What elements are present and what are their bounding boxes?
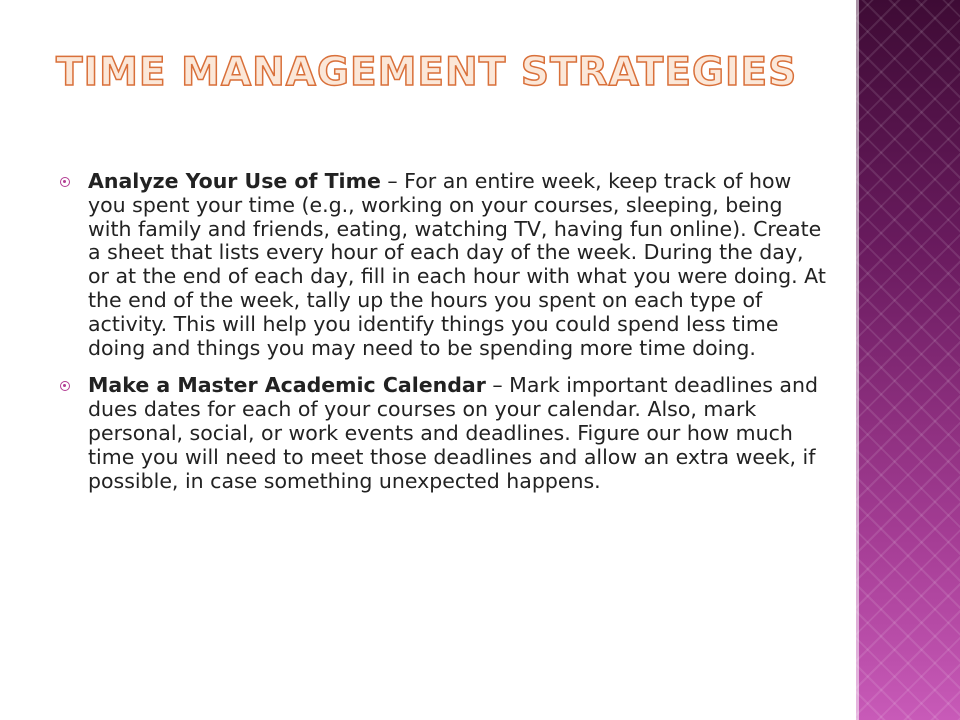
bullet-item-analyze-time bbox=[60, 170, 830, 360]
bullet-term: Make a Master Academic Calendar bbox=[88, 373, 486, 398]
bullet-circle-icon bbox=[60, 381, 70, 391]
bullet-text: For an entire week, keep track of how you spent your time (e.g., working on your courses, sleeping, being with family and friends, eating, watching TV, having fun online). Create a sheet that lists every hour of each day of the week. During the day, or at the end of each day, fill in each hour with what you were doing. At the end of the week, tally up the hours you spent on each type of activity. This will help you identify things you could spend less time doing and things you may need to be spending more time doing. bbox=[88, 169, 826, 360]
bullet-text: Mark important deadlines and dues dates for each of your courses on your calendar. Also, mark personal, social, or work events and deadlines. Figure our how much time you will need to meet those deadlines and allow an extra week, if possible, in case something unexpected happens. bbox=[88, 373, 818, 493]
bullet-separator: – bbox=[380, 169, 405, 193]
bullet-circle-icon bbox=[60, 177, 70, 187]
bullet-term: Analyze Your Use of Time bbox=[88, 169, 381, 193]
decorative-side-panel bbox=[856, 0, 960, 720]
bullet-list bbox=[60, 170, 830, 507]
bullet-item-master-calendar bbox=[60, 374, 830, 493]
bullet-separator: – bbox=[485, 373, 510, 398]
slide-title: TIME MANAGEMENT STRATEGIES bbox=[56, 50, 798, 95]
